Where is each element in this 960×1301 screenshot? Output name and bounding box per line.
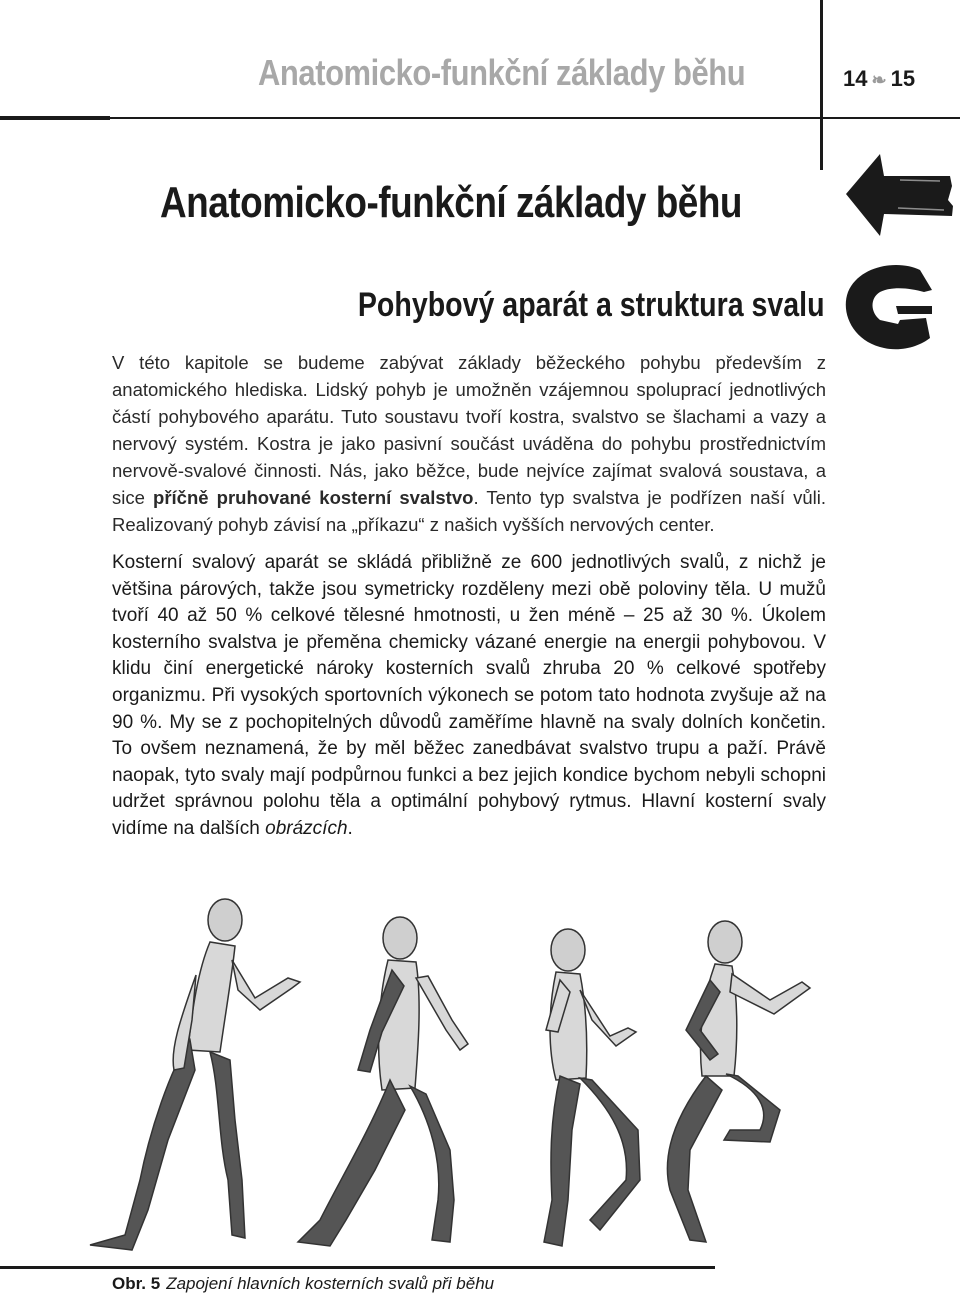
header-vertical-rule <box>820 0 823 170</box>
body-text-end: . <box>347 817 353 839</box>
c-letter-icon <box>840 262 940 350</box>
runner-figure-3 <box>544 929 640 1246</box>
page-number-right: 15 <box>890 66 916 91</box>
figure-label: Obr. 5 <box>112 1274 161 1293</box>
page-separator-icon: ❧ <box>871 70 887 90</box>
intro-text-start: V této kapitole se budeme zabývat základy běžeckého pohybu především z anatomického hlediska. Lidský pohyb je umožněn vzájemnou spoluprací jednotlivých částí pohybového aparátu. Tuto soustavu tvoří kostra, svalstvo se šlachami a vazy a nervový systém. Kostra je jako pasivní součást uváděna do pohybu prostřednictvím nervově-svalové činnosti. Nás, jako běžce, bude nejvíce zajímat svalová soustava, a sice <box>112 352 826 508</box>
runner-figure-2 <box>298 917 468 1246</box>
body-text-start: Kosterní svalový aparát se skládá přibližně ze 600 jednotlivých svalů, z nichž je většina párových, takže jsou symetricky rozděleny mezi obě poloviny těla. U mužů tvoří 40 až 50 % celkové tělesné hmotnosti, u žen méně – 25 až 30 %. Úkolem kosterního svalstva je přeměna chemicky vázané energie na energii pohybovou. V klidu činí energetické nároky kosterních svalů zhruba 20 % celkové spotřeby organizmu. Při vysokých sportovních výkonech se potom tato hodnota zvyšuje až na 90 %. My se z pochopitelných důvodů zaměříme hlavně na svaly dolních končetin. To ovšem neznamená, že by měl běžec zanedbávat svalstvo trupu a paží. Právě naopak, tyto svaly mají podpůrnou funkci a bez jejich kondice bychom nebyli schopni udržet správnou polohu těla a optimální pohybový rytmus. Hlavní kosterní svaly vidíme na dalších <box>112 552 826 839</box>
figure-caption-text: Zapojení hlavních kosterních svalů při běhu <box>166 1274 495 1293</box>
running-figures-illustration <box>70 880 830 1260</box>
header-rule-accent <box>0 116 110 120</box>
runner-figure-1 <box>90 899 300 1250</box>
intro-text-end: . Tento typ svalstva je podřízen naší vůli. Realizovaný pohyb závisí na „příkazu“ z našich vyšších nervových center. <box>112 487 826 535</box>
body-italic-term: obrázcích <box>265 817 348 839</box>
chapter-title: Anatomicko-funkční základy běhu <box>160 178 743 227</box>
runner-figure-4 <box>667 921 810 1242</box>
figure-caption <box>112 1274 494 1294</box>
arrow-left-icon <box>840 150 955 240</box>
header-rule-right <box>822 117 960 119</box>
running-title: Anatomicko-funkční základy běhu <box>258 52 746 93</box>
header-rule <box>0 117 822 119</box>
section-title: Pohybový aparát a struktura svalu <box>358 286 825 324</box>
page-number-left: 14 <box>843 66 868 91</box>
intro-paragraph <box>112 349 826 538</box>
page-numbers <box>843 66 915 92</box>
caption-rule <box>0 1266 715 1269</box>
intro-bold-term: příčně pruhované kosterní svalstvo <box>153 487 474 508</box>
body-paragraph <box>112 550 826 843</box>
